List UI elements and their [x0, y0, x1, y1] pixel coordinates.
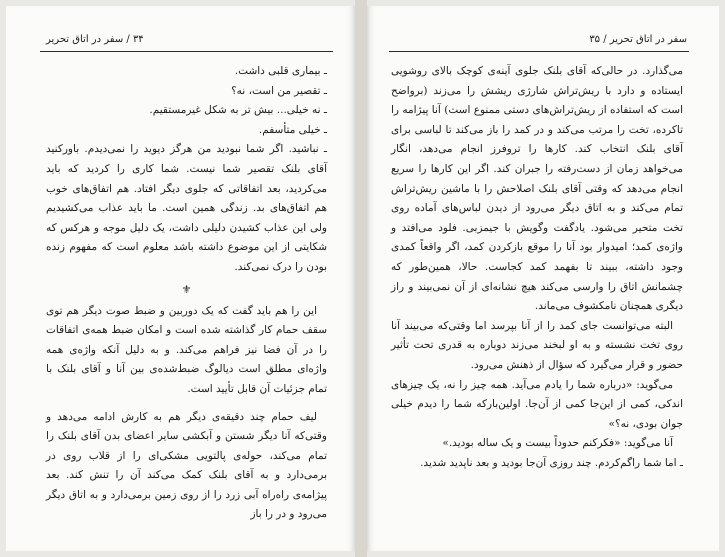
left-page-body	[46, 62, 327, 525]
paragraph: این را هم باید گفت که یک دوربین و ضبط صوت دیگر هم توی سقف حمام کار گذاشته شده است و امکان ضبط همه‌ی اتفاقات را در آن فضا نیز فراهم می‌کند. و به دلیل آنکه واژه‌ی همه واژه‌ای مطلق است دیالوگ ضبط‌شده‌ی بین آنا و آقای بلنک با تمام جزئیات آن قابل تأیید است.	[46, 304, 327, 395]
section-ornament: ⚜	[181, 282, 192, 296]
right-page-body	[391, 62, 683, 473]
paragraph: آنا می‌گوید: «فکرکنم حدوداً بیست و یک ساله بودید.»	[442, 437, 673, 450]
dialogue-line: ـ اما شما راگم‌کردم. چند روزی آن‌جا بودید و بعد ناپدید شدید.	[420, 456, 683, 469]
dialogue-line: ـ خیلی متأسفم.	[258, 123, 327, 136]
dialogue-line: ـ نه خیلی... بیش تر به شکل غیرمستقیم.	[149, 104, 327, 117]
header-rule	[389, 51, 689, 52]
paragraph: البته می‌توانست جای کمد را از آنا بپرسد اما وقتی‌که می‌بیند آنا روی تخت نشسته و به او لبخند می‌زند دوباره به قدری تحت تأثیر حضور و قرار می‌گیرد که سؤال از ذهنش می‌رود.	[391, 319, 683, 371]
paragraph: می‌گذارد. در حالی‌که آقای بلنک جلوی آینه‌ی کوچک بالای روشویی ایستاده و دارد با ریش‌تراش شارژی ریشش را می‌زند (برواضح است که استفاده از ریش‌تراش‌های دستی ممنوع است) آنا پیژامه را تاکرده، تخت را مرتب می‌کند و در کمد را باز می‌کند تا لباسی برای آقای بلنک انتخاب کند. کارها را تروفرز انجام می‌دهد، انگار می‌خواهد زمان از دست‌رفته را جبران کند. اگر این کارها را سریع انجام می‌دهد که وقتی آقای بلنک اصلاحش را با ماشین ریش‌تراش تمام می‌کند و به اتاق دیگر می‌رود از دیدن لباس‌های آماده روی تخت متحیر می‌شود. یادگفت وگویش با جیمزبی. فلود می‌افتد و واژه‌ی کمد؛ امیدوار بود آنا را موقع بازکردن کمد، اگر واقعاً کمدی وجود داشته، ببیند تا بفهمد کمد کجاست. حالا، همین‌طور که چشمانش اتاق را وارسی می‌کند هیچ نشانه‌ای از آن نمی‌بیند و راز دیگری همچنان نامکشوف می‌ماند.	[391, 65, 683, 313]
left-page	[6, 6, 355, 551]
dialogue-line: ـ تقصیر من است، نه؟	[231, 84, 327, 97]
paragraph: لیف حمام چند دقیقه‌ی دیگر هم به کارش ادامه می‌دهد و وقتی‌که آنا دیگر شستن و آبکشی سایر اعضای بدن آقای بلنک را تمام می‌کند، حوله‌ی پالتویی مشکی‌ای را از قلاب روی در برمی‌دارد و به آقای بلنک کمک می‌کند آن را تنش کند. بعد پیژامه‌ی راه‌راه آبی زرد را از روی زمین برمی‌دارد و به اتاق دیگر می‌رود و در را باز	[46, 410, 327, 521]
running-header-right: سفر در اتاق تحریر / ۳۵	[589, 34, 687, 45]
right-page	[367, 6, 719, 551]
paragraph: ـ نباشید. اگر شما نبودید من هرگز دیوید را نمی‌دیدم. باورکنید آقای بلنک تقصیر شما نیست. شما کاری را کردید که باید می‌کردید، بعد اتفاقاتی که جلوی دیگر افتاد. هم اتفاق‌های خوب هم اتفاق‌های بد. زندگی همین است. ما باید عذاب می‌کشیدیم ولی این عذاب کشیدن دلیلی داشت، یک دلیل موجه و هرکس که شکایتی از این موضوع داشته باشد معلوم است که مفهوم زنده بودن را درک نمی‌کند.	[46, 143, 327, 273]
book-gutter	[355, 0, 367, 557]
header-rule	[40, 51, 333, 52]
running-header-left: ۳۴ / سفر در اتاق تحریر	[46, 34, 144, 45]
dialogue-line: ـ بیماری قلبی داشت.	[234, 65, 327, 77]
paragraph: می‌گوید: «درباره شما را یادم می‌آید. همه چیز را نه، یک چیزهای اندکی، کمی از این‌جا کمی از آن‌جا. اولین‌بارکه شما را دیدم خیلی جوان بودی، نه؟»	[391, 378, 683, 430]
